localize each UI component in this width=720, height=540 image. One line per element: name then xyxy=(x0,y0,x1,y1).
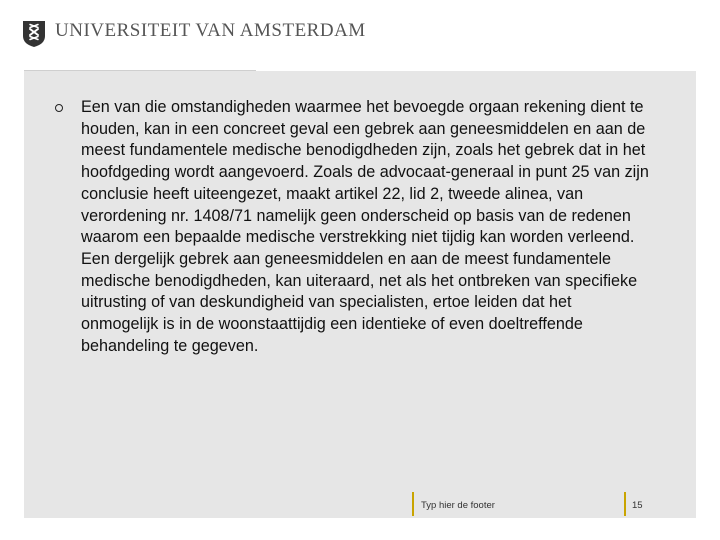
uva-shield-icon xyxy=(22,20,46,48)
page-number-divider xyxy=(624,492,626,516)
header xyxy=(0,0,720,70)
footer-text: Typ hier de footer xyxy=(421,500,495,511)
university-logo-text: UNIVERSITEIT VAN AMSTERDAM xyxy=(55,20,366,41)
hollow-circle-bullet-icon xyxy=(55,104,63,112)
body-paragraph: Een van die omstandigheden waarmee het bevoegde orgaan rekening dient te houden, kan in een concreet geval een gebrek aan geneesmiddelen en aan de meest fundamentele medische benodigdheden zijn, zoals het gebrek dat in het hoofdgeding wordt aangevoerd. Zoals de advocaat-generaal in punt 25 van zijn conclusie heeft uiteengezet, maakt artikel 22, lid 2, tweede alinea, van verordening nr. 1408/71 namelijk geen onderscheid op basis van de redenen waarom een bepaalde medische verstrekking niet tijdig kan worden verleend. Een dergelijk gebrek aan geneesmiddelen en aan de meest fundamentele medische benodigdheden, kan uiteraard, net als het ontbreken van specifieke uitrusting of van deskundigheid van specialisten, ertoe leiden dat het onmogelijk is in de woonstaattijdig een identieke of even doeltreffende behandeling te gegeven. xyxy=(81,98,649,355)
page-number: 15 xyxy=(632,500,643,511)
footer-divider xyxy=(412,492,414,516)
